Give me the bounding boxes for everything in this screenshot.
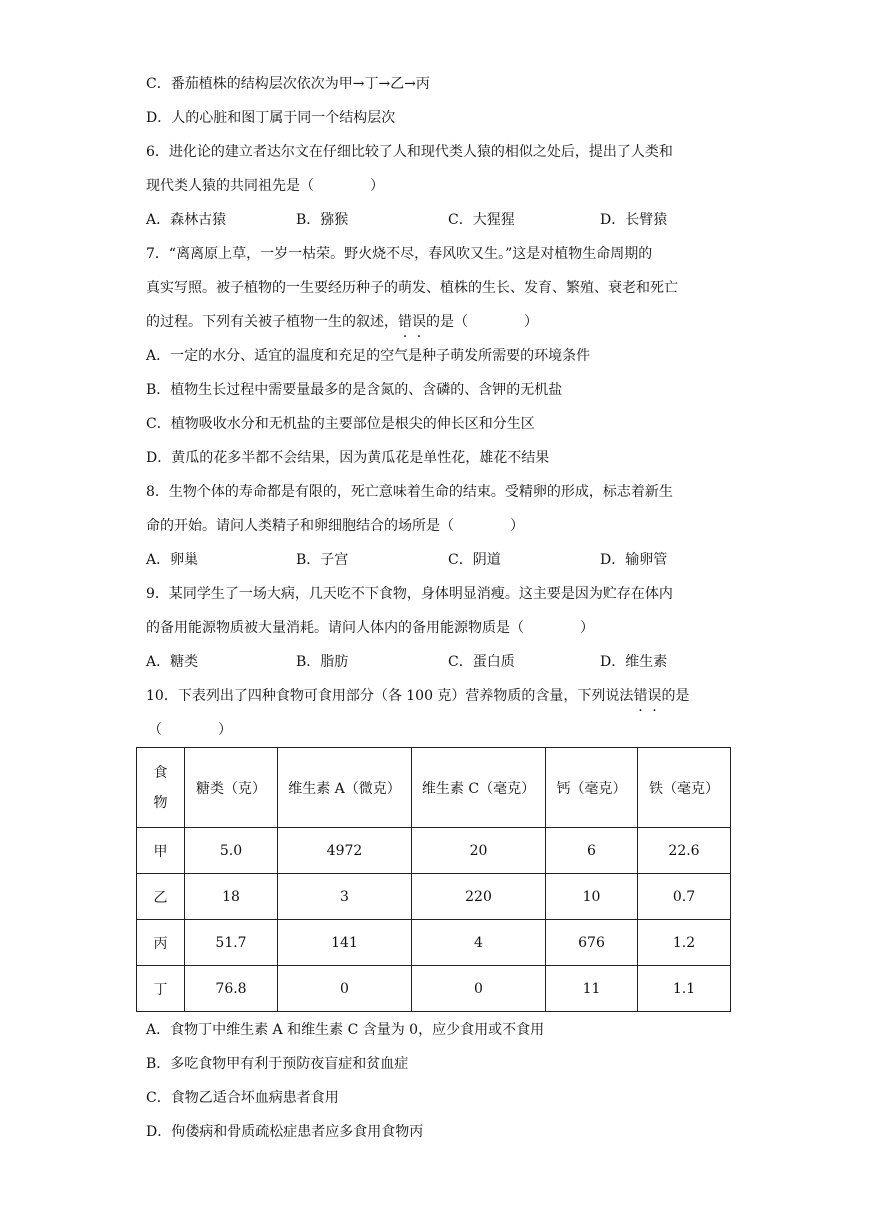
option-c-prev-question: C．番茄植株的结构层次依次为甲→丁→乙→丙 (146, 76, 430, 92)
emphasis-char: 错 (633, 688, 648, 704)
q10-option-d: D．佝偻病和骨质疏松症患者应多食用食物丙 (146, 1124, 424, 1140)
q10-option-b: B．多吃食物甲有利于预防夜盲症和贫血症 (146, 1056, 409, 1072)
table-cell: 1.2 (638, 920, 731, 966)
table-row (137, 874, 731, 920)
q9-option-a: A．糖类 (146, 654, 199, 670)
table-cell: 76.8 (185, 966, 278, 1012)
question-7-stem-line-2: 真实写照。被子植物的一生要经历种子的萌发、植株的生长、发育、繁殖、衰老和死亡 (146, 280, 678, 296)
header-cell: 糖类（克） (185, 748, 278, 828)
table-cell: 6 (546, 828, 638, 874)
table-cell: 141 (278, 920, 412, 966)
table-cell: 1.1 (638, 966, 731, 1012)
table-cell: 220 (412, 874, 546, 920)
emphasis-char: 误 (647, 688, 662, 704)
q8-option-c: C．阴道 (448, 552, 501, 568)
table-cell: 51.7 (185, 920, 278, 966)
table-header-row (137, 748, 731, 828)
q7-option-c: C．植物吸收水分和无机盐的主要部位是根尖的伸长区和分生区 (146, 416, 535, 432)
header-food-bottom: 物 (153, 794, 168, 811)
table-cell: 甲 (137, 828, 185, 874)
question-7-stem-line-3 (146, 312, 538, 332)
q7-option-d: D．黄瓜的花多半都不会结果，因为黄瓜花是单性花，雄花不结果 (146, 450, 550, 466)
header-cell: 钙（毫克） (546, 748, 638, 828)
table-cell: 22.6 (638, 828, 731, 874)
q6-option-a: A．森林古猿 (146, 212, 227, 228)
header-cell: 维生素 C（毫克） (412, 748, 546, 828)
q10-option-a: A．食物丁中维生素 A 和维生素 C 含量为 0，应少食用或不食用 (146, 1022, 545, 1038)
q8-option-d: D．输卵管 (600, 552, 668, 568)
q9-option-c: C．蛋白质 (448, 654, 515, 670)
q8-option-b: B．子宫 (296, 552, 349, 568)
table-row (137, 828, 731, 874)
q10-stem-suffix: 的是 (661, 688, 690, 704)
question-6-stem-line-1: 6．进化论的建立者达尔文在仔细比较了人和现代类人猿的相似之处后，提出了人类和 (146, 144, 673, 160)
option-d-prev-question: D．人的心脏和图丁属于同一个结构层次 (146, 110, 396, 126)
question-9-stem-line-2: 的备用能源物质被大量消耗。请问人体内的备用能源物质是（ ） (146, 620, 594, 636)
q7-option-a: A．一定的水分、适宜的温度和充足的空气是种子萌发所需要的环境条件 (146, 348, 591, 364)
table-cell: 4972 (278, 828, 412, 874)
table-cell: 676 (546, 920, 638, 966)
question-8-stem-line-1: 8．生物个体的寿命都是有限的，死亡意味着生命的结束。受精卵的形成，标志着新生 (146, 484, 673, 500)
question-10-stem-line-1 (146, 686, 689, 706)
q8-option-a: A．卵巢 (146, 552, 199, 568)
q6-option-b: B．猕猴 (296, 212, 349, 228)
q9-option-d: D．维生素 (600, 654, 668, 670)
table-row (137, 920, 731, 966)
question-9-stem-line-1: 9．某同学生了一场大病，几天吃不下食物，身体明显消瘦。这主要是因为贮存在体内 (146, 586, 673, 602)
question-8-stem-line-2: 命的开始。请问人类精子和卵细胞结合的场所是（ ） (146, 518, 524, 534)
header-cell: 维生素 A（微克） (278, 748, 412, 828)
q7-stem-suffix: 的是（ ） (426, 314, 538, 330)
table-cell: 0 (412, 966, 546, 1012)
header-food-cell (137, 748, 185, 828)
header-food-top: 食 (153, 764, 168, 781)
q7-stem-prefix: 的过程。下列有关被子植物一生的叙述， (146, 314, 398, 330)
table-cell: 0.7 (638, 874, 731, 920)
table-cell: 20 (412, 828, 546, 874)
nutrition-table (136, 747, 731, 1012)
table-cell: 丙 (137, 920, 185, 966)
q7-option-b: B．植物生长过程中需要量最多的是含氮的、含磷的、含钾的无机盐 (146, 382, 563, 398)
table-cell: 3 (278, 874, 412, 920)
table-cell: 4 (412, 920, 546, 966)
question-10-stem-line-2: （ ） (148, 722, 232, 738)
table-cell: 丁 (137, 966, 185, 1012)
header-cell: 铁（毫克） (638, 748, 731, 828)
emphasis-char: 错 (398, 314, 412, 330)
q10-stem-prefix: 10．下表列出了四种食物可食用部分（各 100 克）营养物质的含量，下列说法 (146, 688, 634, 704)
emphasis-char: 误 (412, 314, 426, 330)
table-row (137, 966, 731, 1012)
question-7-stem-line-1: 7．“离离原上草，一岁一枯荣。野火烧不尽，春风吹又生。”这是对植物生命周期的 (146, 246, 653, 262)
q10-option-c: C．食物乙适合坏血病患者食用 (146, 1090, 339, 1106)
q9-option-b: B．脂肪 (296, 654, 349, 670)
table-cell: 18 (185, 874, 278, 920)
table-cell: 11 (546, 966, 638, 1012)
table-cell: 10 (546, 874, 638, 920)
table-cell: 0 (278, 966, 412, 1012)
q6-option-d: D．长臂猿 (600, 212, 668, 228)
q6-option-c: C．大猩猩 (448, 212, 515, 228)
question-6-stem-line-2: 现代类人猿的共同祖先是（ ） (146, 178, 384, 194)
table-cell: 5.0 (185, 828, 278, 874)
table-cell: 乙 (137, 874, 185, 920)
